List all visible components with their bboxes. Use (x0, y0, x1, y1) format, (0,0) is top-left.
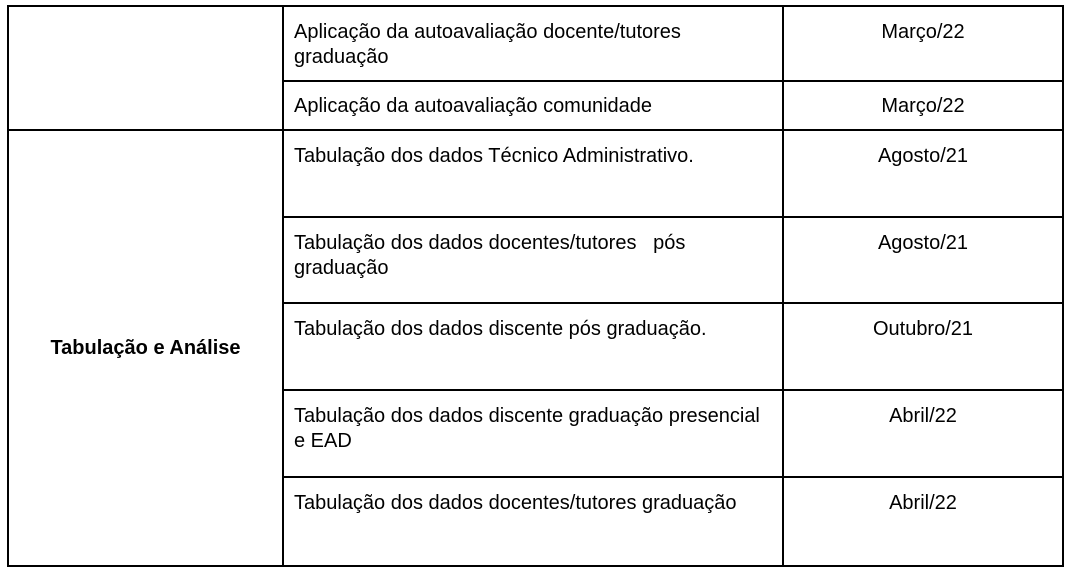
table-row (8, 130, 1063, 217)
activity-cell: Aplicação da autoavaliação docente/tutores graduação (283, 6, 783, 81)
activity-cell: Tabulação dos dados Técnico Administrativo. (283, 130, 783, 217)
schedule-table (7, 5, 1064, 567)
table-row (8, 6, 1063, 81)
activity-cell: Aplicação da autoavaliação comunidade (283, 81, 783, 130)
activity-cell: Tabulação dos dados discente pós graduação. (283, 303, 783, 390)
date-cell: Abril/22 (783, 390, 1063, 477)
activity-cell: Tabulação dos dados docentes/tutores pós graduação (283, 217, 783, 303)
date-cell: Agosto/21 (783, 130, 1063, 217)
activity-cell: Tabulação dos dados docentes/tutores graduação (283, 477, 783, 566)
date-cell: Outubro/21 (783, 303, 1063, 390)
date-cell: Abril/22 (783, 477, 1063, 566)
phase-cell-empty (8, 6, 283, 130)
date-cell: Março/22 (783, 6, 1063, 81)
date-cell: Agosto/21 (783, 217, 1063, 303)
date-cell: Março/22 (783, 81, 1063, 130)
phase-label: Tabulação e Análise (8, 130, 283, 566)
activity-cell: Tabulação dos dados discente graduação presencial e EAD (283, 390, 783, 477)
